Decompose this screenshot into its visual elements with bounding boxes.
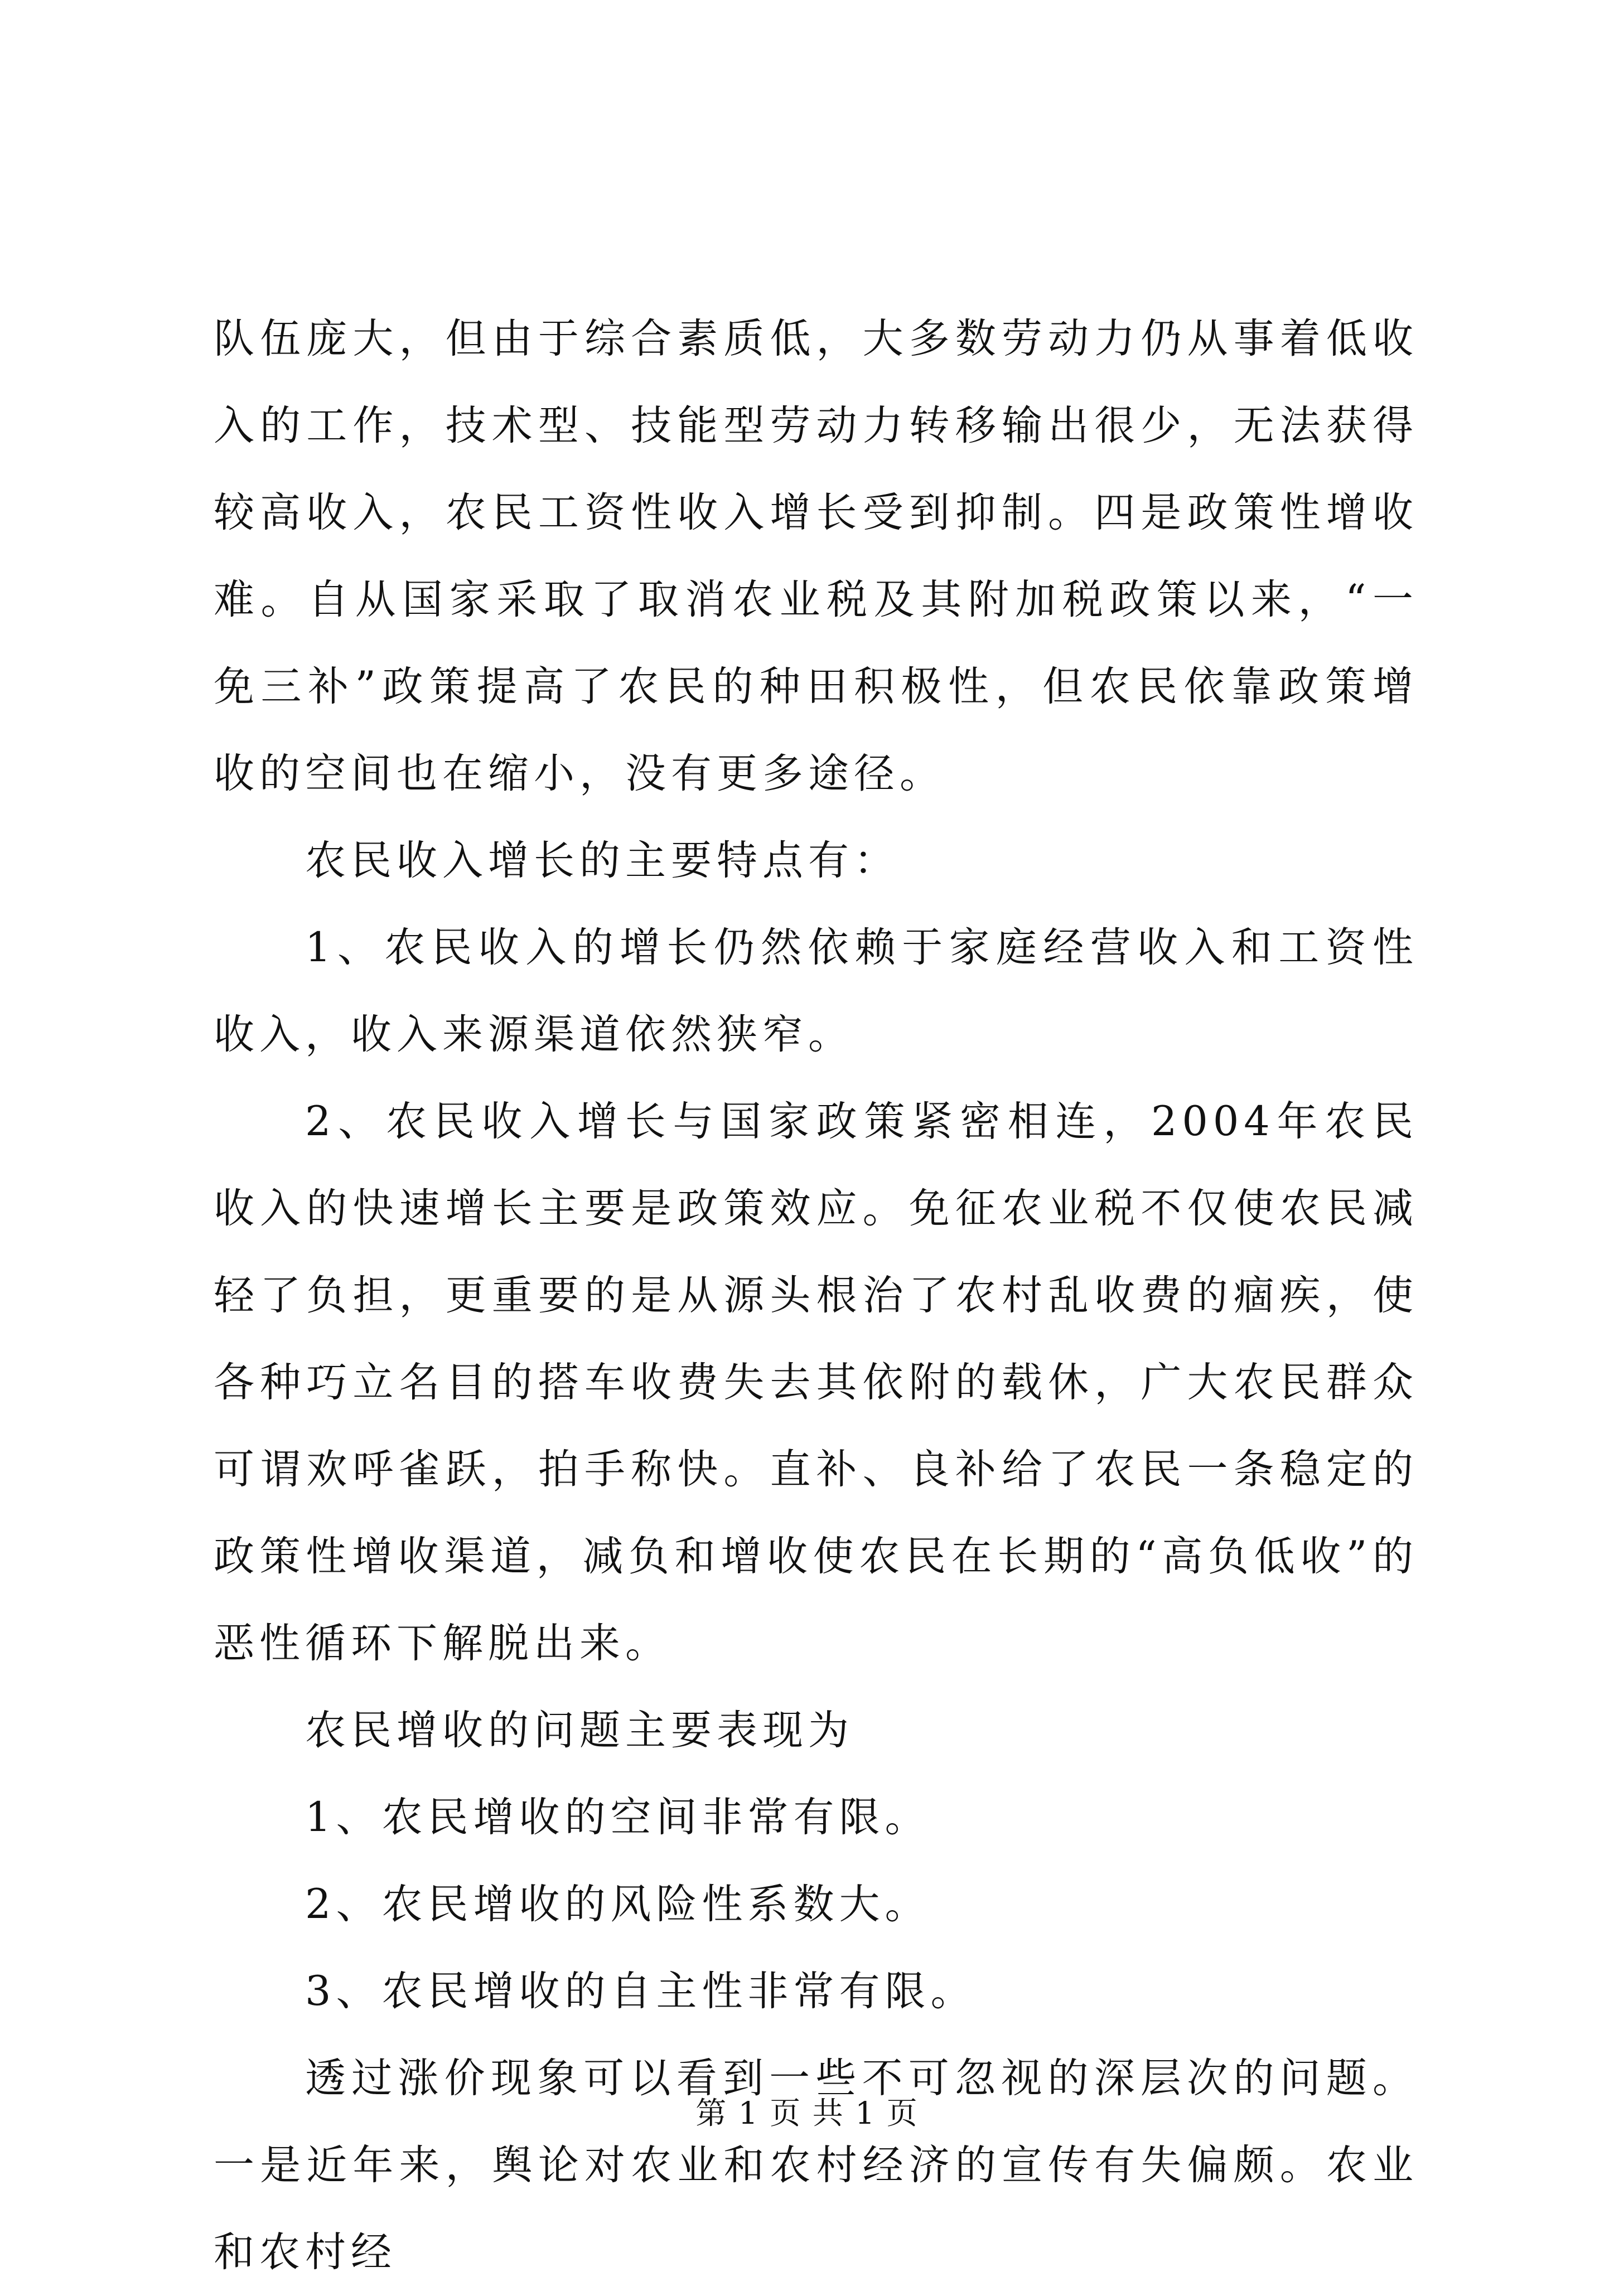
paragraph-income-features-heading: 农民收入增长的主要特点有： <box>305 837 900 884</box>
paragraph-feature-1: 1、农民收入的增长仍然依赖于家庭经营收入和工资性收入，收入来源渠道依然狭窄。 <box>214 924 1418 1058</box>
paragraph-problem-3: 3、农民增收的自主性非常有限。 <box>305 1968 977 2015</box>
paragraph-labor-income: 队伍庞大，但由于综合素质低，大多数劳动力仍从事着低收入的工作，技术型、技能型劳动力转移输出很少，无法获得较高收入，农民工资性收入增长受到抑制。四是政策性增收难。自从国家采取了取消农业税及其附加税政策以来，“一免三补”政策提高了农民的种田积极性，但农民依靠政策增收的空间也在缩小，没有更多途径。 <box>214 315 1418 797</box>
paragraph-problem-2: 2、农民增收的风险性系数大。 <box>305 1881 931 1928</box>
paragraph-problems-heading: 农民增收的问题主要表现为 <box>305 1707 854 1754</box>
page-footer: 第 1 页 共 1 页 <box>695 2095 919 2131</box>
document-body <box>214 296 1418 2296</box>
paragraph-feature-2: 2、农民收入增长与国家政策紧密相连，2004年农民收入的快速增长主要是政策效应。免征农业税不仅使农民减轻了负担，更重要的是从源头根治了农村乱收费的痼疾，使各种巧立名目的搭车收费失去其依附的载休，广大农民群众可谓欢呼雀跃，拍手称快。直补、良补给了农民一条稳定的政策性增收渠道，减负和增收使农民在长期的“高负低收”的恶性循环下解脱出来。 <box>214 1098 1418 1667</box>
paragraph-problem-1: 1、农民增收的空间非常有限。 <box>305 1794 931 1841</box>
paragraph-price-rise: 透过涨价现象可以看到一些不可忽视的深层次的问题。一是近年来，舆论对农业和农村经济的宣传有失偏颇。农业和农村经 <box>214 2055 1418 2276</box>
